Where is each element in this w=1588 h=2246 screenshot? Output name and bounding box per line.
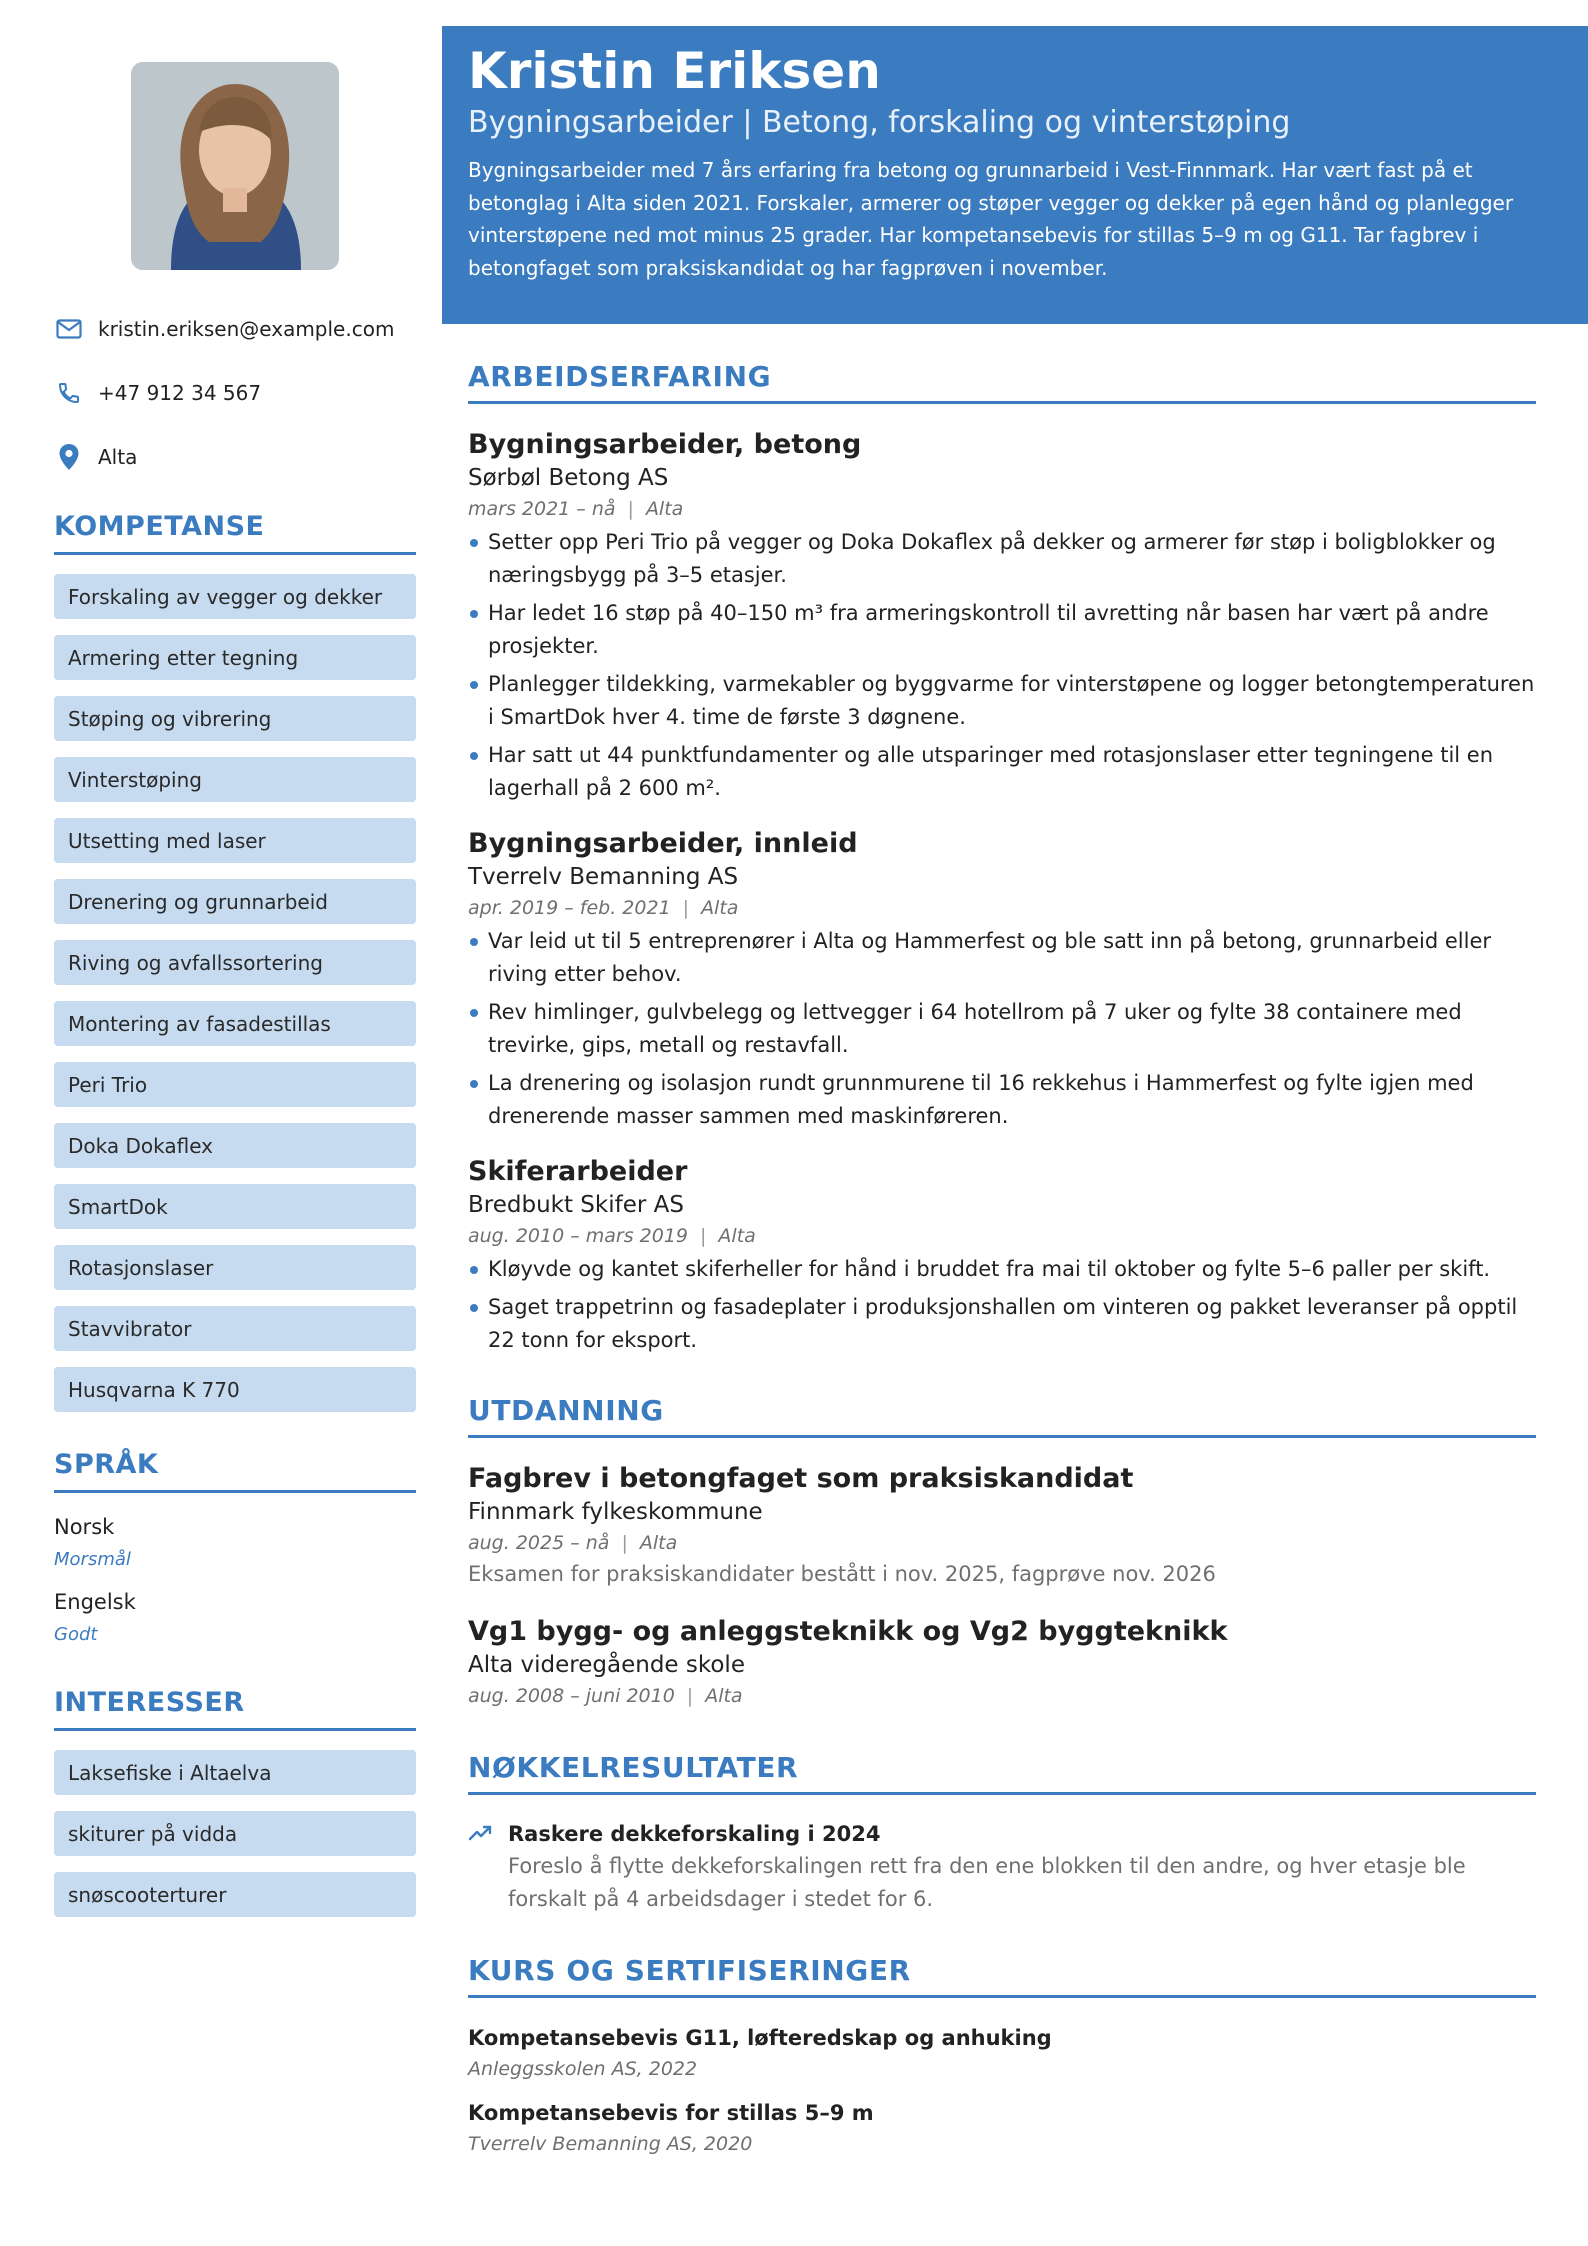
job-role: Skiferarbeider xyxy=(468,1156,688,1187)
education-place: Alta xyxy=(705,1685,743,1707)
job-role: Bygningsarbeider, innleid xyxy=(468,828,858,859)
skill-tag: Drenering og grunnarbeid xyxy=(54,879,416,924)
job-bullet: Kløyvde og kantet skiferheller for hånd i bruddet fra mai til oktober og fylte 5–6 paller per skift. xyxy=(468,1253,1536,1286)
profile-summary: Bygningsarbeider med 7 års erfaring fra betong og grunnarbeid i Vest-Finnmark. Har vært fast på et betonglag i Alta siden 2021. Forskaler, armerer og støper vegger og dekker på egen hånd og planlegger vinterstøpene ned mot minus 25 grader. Har kompetansebevis for stillas 5–9 m og G11. Tar fagbrev i betongfaget som praksiskandidat og har fagprøven i november. xyxy=(468,158,1514,280)
skill-tag: Husqvarna K 770 xyxy=(54,1367,416,1412)
skill-tag: Peri Trio xyxy=(54,1062,416,1107)
contact-phone[interactable] xyxy=(54,378,416,408)
job-place: Alta xyxy=(645,498,684,520)
candidate-name: Kristin Eriksen xyxy=(468,42,881,100)
job-bullets xyxy=(468,1253,1536,1357)
contact-location xyxy=(54,442,416,472)
job-role: Bygningsarbeider, betong xyxy=(468,429,862,460)
mail-icon xyxy=(54,314,84,344)
contact-email[interactable] xyxy=(54,314,416,344)
education-entry xyxy=(468,1462,1536,1590)
skill-tag: Vinterstøping xyxy=(54,757,416,802)
phone-icon xyxy=(54,378,84,408)
job-entry xyxy=(468,827,1536,1138)
education-degree: Fagbrev i betongfaget som praksiskandidat xyxy=(468,1463,1134,1494)
job-place: Alta xyxy=(718,1225,756,1247)
interest-tag: snøscooterturer xyxy=(54,1872,416,1917)
job-dates: apr. 2019 – feb. 2021 xyxy=(468,897,671,919)
job-bullets xyxy=(468,925,1536,1133)
job-org: Tverrelv Bemanning AS xyxy=(468,864,739,890)
interest-tag: Laksefiske i Altaelva xyxy=(54,1750,416,1795)
education-dates: aug. 2025 – nå xyxy=(468,1532,610,1554)
education-note: Eksamen for praksiskandidater bestått i nov. 2025, fagprøve nov. 2026 xyxy=(468,1562,1216,1586)
certification-name: Kompetansebevis G11, løfteredskap og anhuking xyxy=(468,2026,1052,2050)
results-title: NØKKELRESULTATER xyxy=(468,1751,1536,1795)
job-bullet: La drenering og isolasjon rundt grunnmurene til 16 rekkehus i Hammerfest og fylte igjen med drenerende masser sammen med maskinføreren. xyxy=(468,1067,1536,1133)
education-title: UTDANNING xyxy=(468,1394,1536,1438)
certification-name: Kompetansebevis for stillas 5–9 m xyxy=(468,2101,874,2125)
education-dates: aug. 2008 – juni 2010 xyxy=(468,1685,675,1707)
result-item xyxy=(468,1818,1536,1916)
job-meta: apr. 2019 – feb. 2021 | Alta xyxy=(468,897,739,919)
job-entry xyxy=(468,428,1536,810)
job-bullet: Har ledet 16 støp på 40–150 m³ fra armeringskontroll til avretting når basen har vært på andre prosjekter. xyxy=(468,597,1536,663)
certifications-title: KURS OG SERTIFISERINGER xyxy=(468,1954,1536,1998)
interests-title: INTERESSER xyxy=(54,1687,416,1731)
job-meta: aug. 2010 – mars 2019 | Alta xyxy=(468,1225,756,1247)
languages-title: SPRÅK xyxy=(54,1449,416,1493)
job-bullet: Planlegger tildekking, varmekabler og byggvarme for vinterstøpene og logger betongtemperaturen i SmartDok hver 4. time de første 3 døgnene. xyxy=(468,668,1536,734)
skill-tag: Riving og avfallssortering xyxy=(54,940,416,985)
job-bullets xyxy=(468,526,1536,805)
skill-tag: Armering etter tegning xyxy=(54,635,416,680)
candidate-title: Bygningsarbeider | Betong, forskaling og vinterstøping xyxy=(468,105,1291,140)
job-dates: mars 2021 – nå xyxy=(468,498,616,520)
language-level: Morsmål xyxy=(54,1549,131,1570)
language-name: Norsk xyxy=(54,1515,115,1539)
experience-title: ARBEIDSERFARING xyxy=(468,360,1536,404)
email-text: kristin.eriksen@example.com xyxy=(98,317,395,341)
result-title: Raskere dekkeforskaling i 2024 xyxy=(508,1822,881,1846)
skill-tag: Stavvibrator xyxy=(54,1306,416,1351)
education-degree: Vg1 bygg- og anleggsteknikk og Vg2 byggteknikk xyxy=(468,1616,1228,1647)
job-meta: mars 2021 – nå | Alta xyxy=(468,498,684,520)
skill-tag: Rotasjonslaser xyxy=(54,1245,416,1290)
skill-tag: SmartDok xyxy=(54,1184,416,1229)
interest-tag: skiturer på vidda xyxy=(54,1811,416,1856)
skill-tag: Doka Dokaflex xyxy=(54,1123,416,1168)
skill-tag: Montering av fasadestillas xyxy=(54,1001,416,1046)
header-banner xyxy=(442,26,1588,324)
language-name: Engelsk xyxy=(54,1590,136,1614)
education-entry xyxy=(468,1615,1536,1711)
language-level: Godt xyxy=(54,1624,98,1645)
job-bullet: Rev himlinger, gulvbelegg og lettvegger i 64 hotellrom på 7 uker og fylte 38 containere med trevirke, gips, metall og restavfall. xyxy=(468,996,1536,1062)
job-bullet: Var leid ut til 5 entreprenører i Alta og Hammerfest og ble satt inn på betong, grunnarbeid eller riving etter behov. xyxy=(468,925,1536,991)
location-text: Alta xyxy=(98,445,138,469)
education-school: Alta videregående skole xyxy=(468,1652,745,1678)
skills-title: KOMPETANSE xyxy=(54,511,416,555)
certification-meta: Tverrelv Bemanning AS, 2020 xyxy=(468,2133,753,2155)
profile-photo xyxy=(131,62,339,270)
certification-item xyxy=(468,2097,1536,2159)
location-pin-icon xyxy=(54,442,84,472)
phone-text: +47 912 34 567 xyxy=(98,381,262,405)
education-place: Alta xyxy=(639,1532,678,1554)
result-description: Foreslo å flytte dekkeforskalingen rett fra den ene blokken til den andre, og hver etasje ble forskalt på 4 arbeidsdager i stedet for 6. xyxy=(508,1854,1466,1911)
education-school: Finnmark fylkeskommune xyxy=(468,1499,763,1525)
skill-tag: Støping og vibrering xyxy=(54,696,416,741)
job-org: Bredbukt Skifer AS xyxy=(468,1192,684,1218)
job-dates: aug. 2010 – mars 2019 xyxy=(468,1225,689,1247)
job-place: Alta xyxy=(701,897,739,919)
job-bullet: Setter opp Peri Trio på vegger og Doka Dokaflex på dekker og armerer før støp i boligblokker og næringsbygg på 3–5 etasjer. xyxy=(468,526,1536,592)
certification-item xyxy=(468,2022,1536,2084)
education-meta: aug. 2025 – nå | Alta xyxy=(468,1532,678,1554)
job-bullet: Saget trappetrinn og fasadeplater i produksjonshallen om vinteren og pakket leveranser på opptil 22 tonn for eksport. xyxy=(468,1291,1536,1357)
certification-meta: Anleggsskolen AS, 2022 xyxy=(468,2058,698,2080)
job-bullet: Har satt ut 44 punktfundamenter og alle utsparinger med rotasjonslaser etter tegningene til en lagerhall på 2 600 m². xyxy=(468,739,1536,805)
job-org: Sørbøl Betong AS xyxy=(468,465,669,491)
job-entry xyxy=(468,1155,1536,1362)
skill-tag: Forskaling av vegger og dekker xyxy=(54,574,416,619)
skill-tag: Utsetting med laser xyxy=(54,818,416,863)
education-meta: aug. 2008 – juni 2010 | Alta xyxy=(468,1685,743,1707)
